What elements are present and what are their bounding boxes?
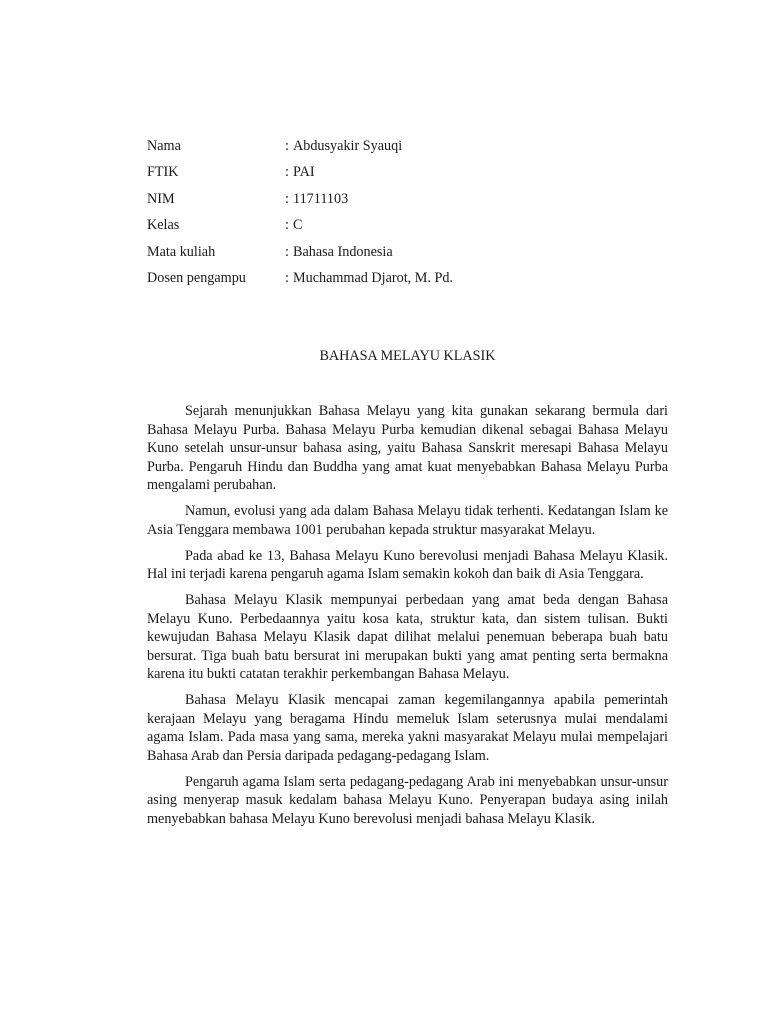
paragraph: Bahasa Melayu Klasik mencapai zaman kegemilangannya apabila pemerintah kerajaan Melayu yang beragama Hindu memeluk Islam seterusnya mulai mendalami agama Islam. Pada masa yang sama, mereka yakni masyarakat Melayu mulai mempelajari Bahasa Arab dan Persia daripada pedagang-pedagang Islam. [147,692,668,764]
info-label: FTIK [147,164,179,181]
paragraph: Pengaruh agama Islam serta pedagang-pedagang Arab ini menyebabkan unsur-unsur asing menyerap masuk kedalam bahasa Melayu Kuno. Penyerapan budaya asing inilah menyebabkan bahasa Melayu Kuno berevolusi menjadi bahasa Melayu Klasik. [147,773,668,827]
student-info [147,136,453,294]
info-separator: : [285,138,289,154]
info-value: Abdusyakir Syauqi [293,138,403,154]
info-separator: : [285,164,289,181]
paragraph: Pada abad ke 13, Bahasa Melayu Kuno berevolusi menjadi Bahasa Melayu Klasik. Hal ini terjadi karena pengaruh agama Islam semakin kokoh dan baik di Asia Tenggara. [147,547,668,582]
info-row-kelas [147,215,453,241]
info-separator: : [285,243,289,260]
info-row-nim [147,189,453,215]
info-value: PAI [293,164,315,181]
info-row-dosen-pengampu [147,268,453,294]
info-label: Kelas [147,217,180,234]
info-row-mata-kuliah [147,242,453,268]
document-body [147,402,668,836]
info-row-ftik [147,162,453,188]
info-label: NIM [147,190,175,207]
document-title: BAHASA MELAYU KLASIK [319,348,496,364]
info-value: Muchammad Djarot, M. Pd. [293,269,453,286]
paragraph: Sejarah menunjukkan Bahasa Melayu yang kita gunakan sekarang bermula dari Bahasa Melayu Purba. Bahasa Melayu Purba kemudian dikenal sebagai Bahasa Melayu Kuno setelah unsur-unsur bahasa asing, yaitu Bahasa Sanskrit meresapi Bahasa Melayu Purba. Pengaruh Hindu dan Buddha yang amat kuat menyebabkan Bahasa Melayu Purba mengalami perubahan. [147,403,668,493]
info-separator: : [285,190,289,207]
info-label: Dosen pengampu [147,269,246,286]
info-separator: : [285,217,289,234]
info-value: Bahasa Indonesia [293,243,393,260]
info-value: C [293,217,303,234]
paragraph: Bahasa Melayu Klasik mempunyai perbedaan yang amat beda dengan Bahasa Melayu Kuno. Perbedaannya yaitu kosa kata, struktur kata, dan sistem tulisan. Bukti kewujudan Bahasa Melayu Klasik dapat dilihat melalui penemuan beberapa buah batu bersurat. Tiga buah batu bersurat ini merupakan bukti yang amat penting serta bermakna karena itu bukti catatan terakhir perkembangan Bahasa Melayu. [147,592,668,682]
info-label: Nama [147,138,181,154]
info-value: 11711103 [293,190,349,207]
paragraph: Namun, evolusi yang ada dalam Bahasa Melayu tidak terhenti. Kedatangan Islam ke Asia Tenggara membawa 1001 perubahan kepada struktur masyarakat Melayu. [147,503,668,538]
info-label: Mata kuliah [147,243,216,260]
info-row-nama [147,136,453,162]
info-separator: : [285,269,289,286]
